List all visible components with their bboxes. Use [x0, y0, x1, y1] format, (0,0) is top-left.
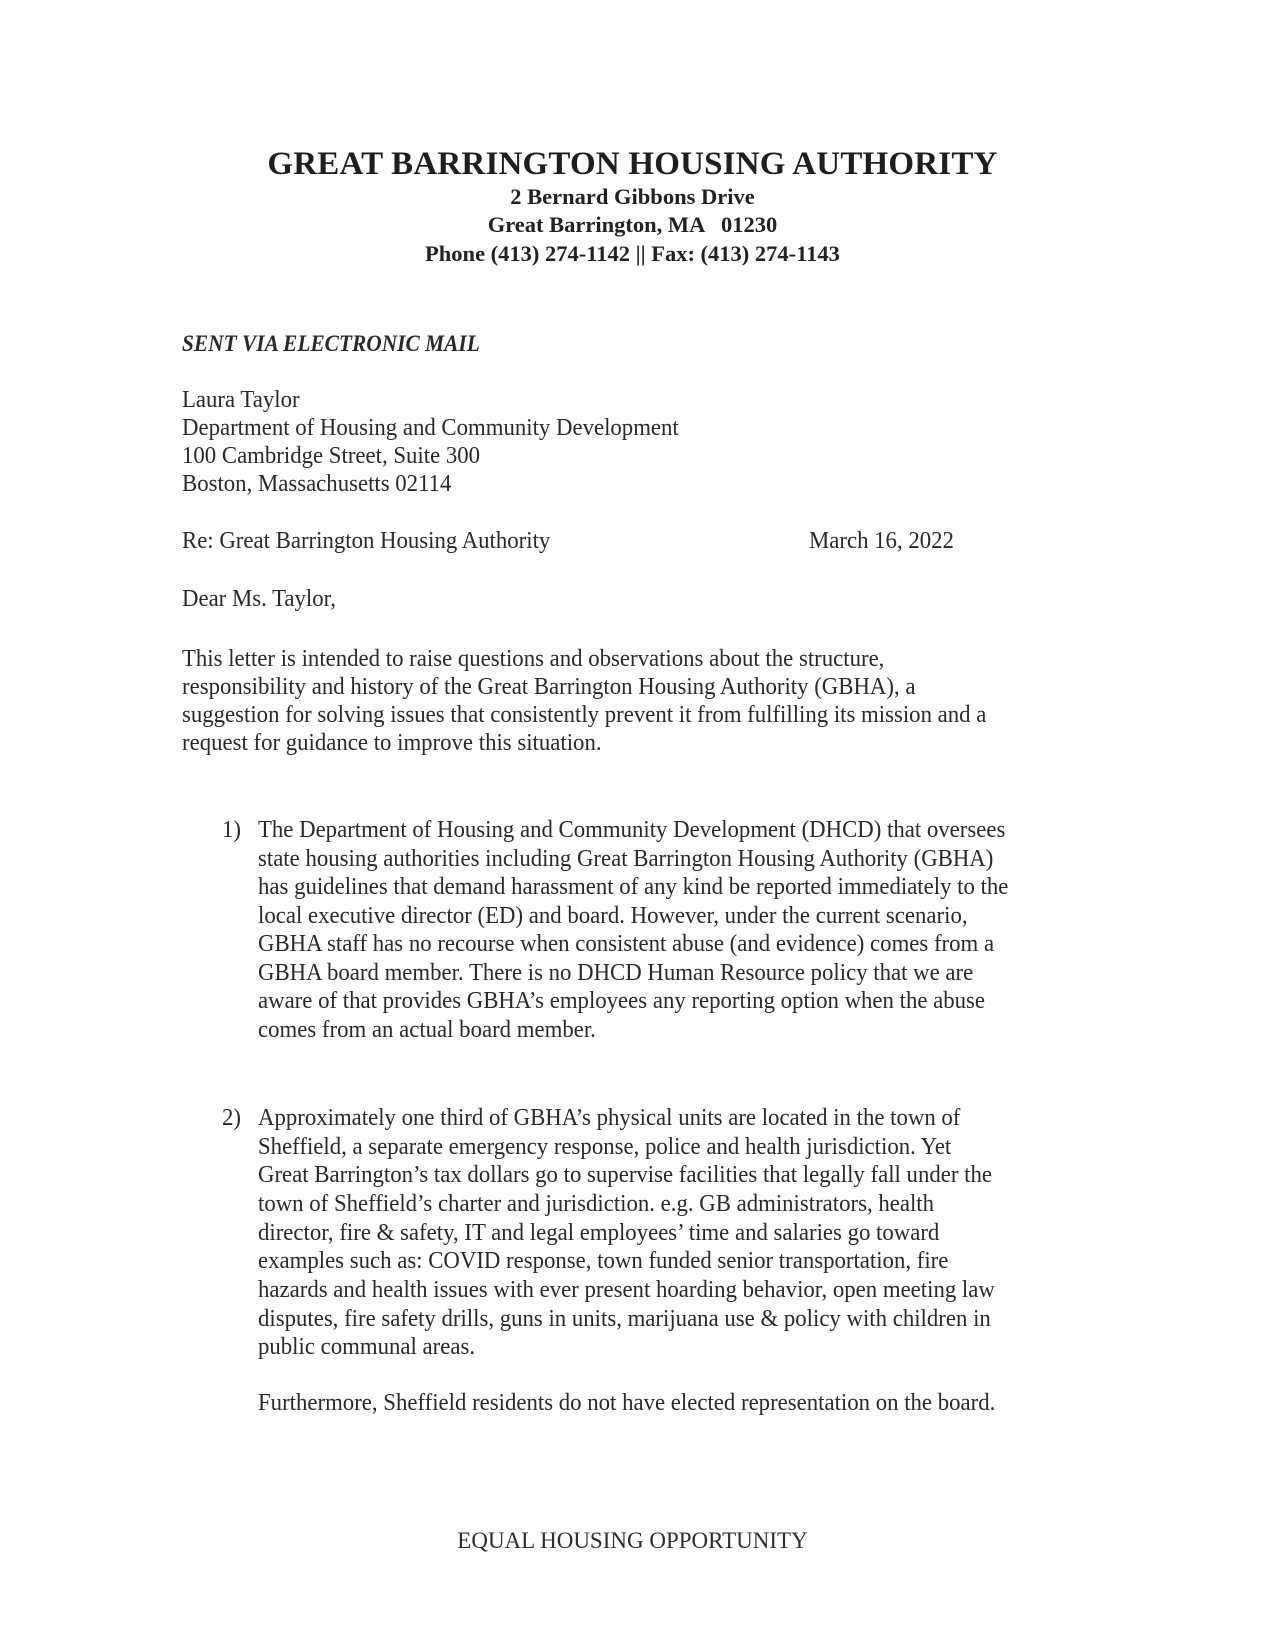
list-item-line: disputes, fire safety drills, guns in units, marijuana use & policy with children in	[258, 1304, 991, 1332]
list-item-line: has guidelines that demand harassment of any kind be reported immediately to the	[258, 873, 1009, 900]
list-item-line: The Department of Housing and Community Development (DHCD) that oversees	[258, 816, 1006, 843]
list-item-line: examples such as: COVID response, town funded senior transportation, fire	[258, 1247, 949, 1275]
list-item-line: Great Barrington’s tax dollars go to supervise facilities that legally fall under the	[258, 1161, 992, 1189]
intro-line: This letter is intended to raise questions and observations about the structure,	[182, 645, 885, 672]
delivery-method: SENT VIA ELECTRONIC MAIL	[182, 331, 480, 356]
intro-line: request for guidance to improve this situation.	[182, 729, 602, 756]
list-item-line: director, fire & safety, IT and legal employees’ time and salaries go toward	[258, 1218, 940, 1246]
letterhead-phone-fax: Phone (413) 274-1142 || Fax: (413) 274-1143	[425, 241, 840, 266]
list-item-number: 2)	[222, 1104, 241, 1131]
recipient-department: Department of Housing and Community Development	[182, 414, 679, 441]
subject-line: Re: Great Barrington Housing Authority	[182, 527, 551, 554]
list-item-line: local executive director (ED) and board. However, under the current scenario,	[258, 901, 968, 929]
list-item-line: aware of that provides GBHA’s employees any reporting option when the abuse	[258, 987, 986, 1014]
recipient-name: Laura Taylor	[182, 386, 300, 413]
recipient-street: 100 Cambridge Street, Suite 300	[182, 442, 481, 469]
list-item-line: public communal areas.	[258, 1333, 476, 1361]
list-item-line: Approximately one third of GBHA’s physical units are located in the town of	[258, 1104, 961, 1131]
list-item-line: town of Sheffield’s charter and jurisdiction. e.g. GB administrators, health	[258, 1190, 935, 1217]
list-item-line: state housing authorities including Great Barrington Housing Authority (GBHA)	[258, 844, 994, 872]
letterhead-city: Great Barrington, MA 01230	[487, 212, 778, 237]
list-item-followup: Furthermore, Sheffield residents do not have elected representation on the board.	[258, 1389, 996, 1416]
letter-date: March 16, 2022	[809, 527, 954, 554]
list-item-line: Sheffield, a separate emergency response, police and health jurisdiction. Yet	[258, 1132, 952, 1160]
salutation: Dear Ms. Taylor,	[182, 585, 337, 612]
list-item-line: hazards and health issues with ever present hoarding behavior, open meeting law	[258, 1276, 995, 1303]
recipient-city: Boston, Massachusetts 02114	[182, 470, 452, 497]
letterhead-organization: GREAT BARRINGTON HOUSING AUTHORITY	[267, 146, 998, 182]
letterhead-street: 2 Bernard Gibbons Drive	[510, 184, 755, 209]
footer-equal-housing: EQUAL HOUSING OPPORTUNITY	[457, 1528, 808, 1553]
list-item-line: GBHA staff has no recourse when consistent abuse (and evidence) comes from a	[258, 930, 995, 957]
list-item-line: comes from an actual board member.	[258, 1015, 596, 1043]
list-item-number: 1)	[222, 816, 241, 843]
intro-line: suggestion for solving issues that consistently prevent it from fulfilling its mission and a	[182, 701, 987, 728]
intro-line: responsibility and history of the Great Barrington Housing Authority (GBHA), a	[182, 673, 916, 700]
list-item-line: GBHA board member. There is no DHCD Human Resource policy that we are	[258, 958, 974, 986]
